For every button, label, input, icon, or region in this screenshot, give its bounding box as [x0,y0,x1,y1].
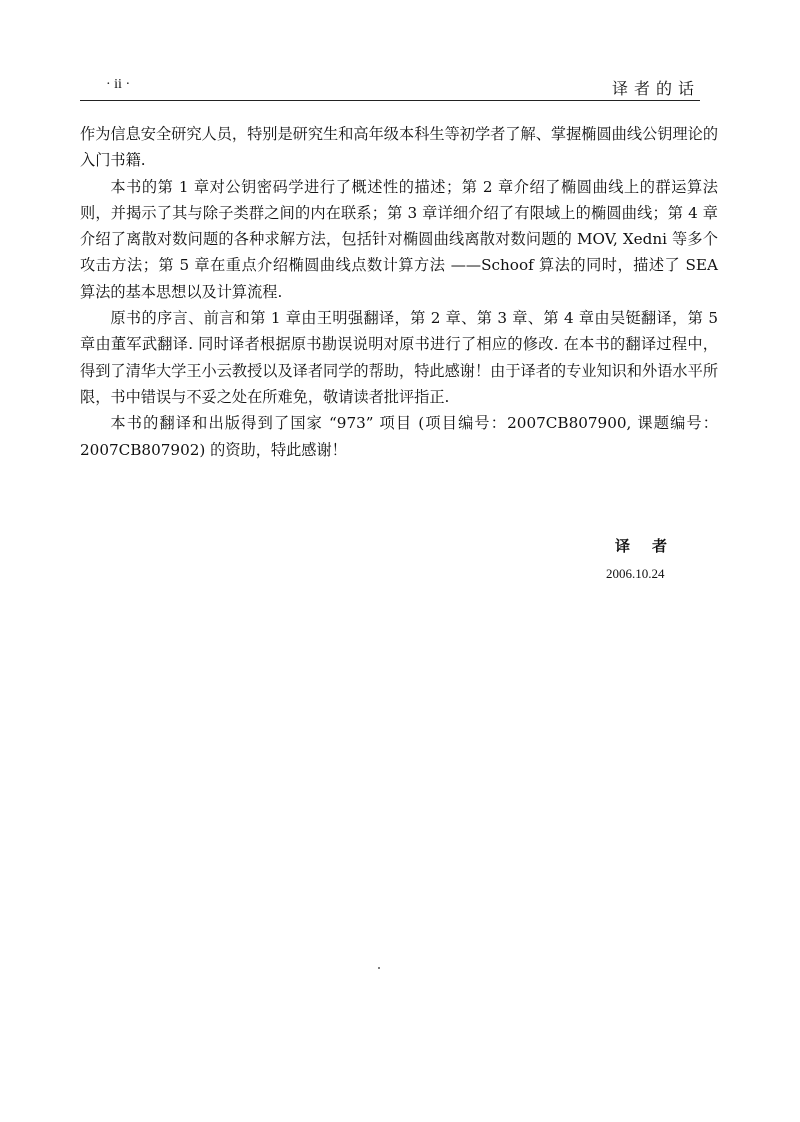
paragraph-continued: 作为信息安全研究人员，特别是研究生和高年级本科生等初学者了解、掌握椭圆曲线公钥理论的入门书籍. [80,125,718,170]
body-text [80,121,718,463]
signature-date: 2006.10.24 [606,566,665,581]
scan-speck [378,967,380,969]
paragraph-translators: 原书的序言、前言和第 1 章由王明强翻译，第 2 章、第 3 章、第 4 章由吴铤翻译，第 5 章由董军武翻译. 同时译者根据原书勘误说明对原书进行了相应的修改. 在本书的翻译过程中，得到了清华大学王小云教授以及译者同学的帮助，特此感谢！由于译者的专业知识和外语水平所限，书中错误与不妥之处在所难免，敬请读者批评指正. [80,309,718,406]
paragraph-funding: 本书的翻译和出版得到了国家 “973” 项目 (项目编号：2007CB807900, 课题编号：2007CB807902) 的资助，特此感谢！ [80,414,718,459]
translator-signature: 译者 [615,537,690,555]
page-header [80,74,700,101]
paragraph-chapter-overview: 本书的第 1 章对公钥密码学进行了概述性的描述；第 2 章介绍了椭圆曲线上的群运算法则，并揭示了其与除子类群之间的内在联系；第 3 章详细介绍了有限域上的椭圆曲线；第 4 章介绍了离散对数问题的各种求解方法，包括针对椭圆曲线离散对数问题的 MOV, Xedni 等多个攻击方法；第 5 章在重点介绍椭圆曲线点数计算方法 ——Schoof 算法的同时，描述了 SEA 算法的基本思想以及计算流程. [80,177,718,301]
section-title: 译者的话 [611,79,700,98]
page-number: · ii · [106,77,131,92]
